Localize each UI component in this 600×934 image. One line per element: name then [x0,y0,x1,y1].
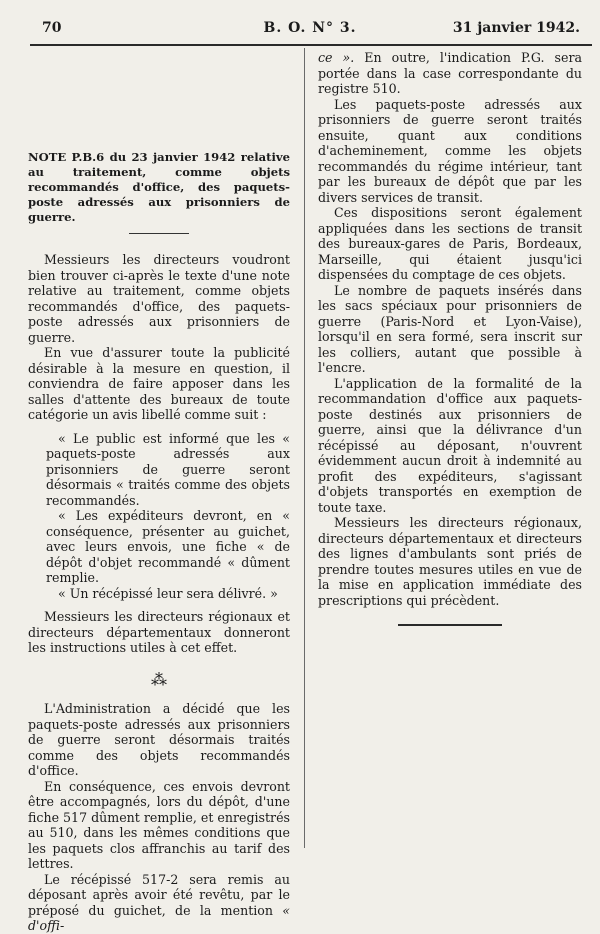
quote-paragraph: « Le public est informé que les « paquets-poste adressés aux prisonniers de guerre seront désormais « traités comme des objets recommandés. [46,430,290,508]
paragraph [28,872,290,934]
note-title: NOTE P.B.6 du 23 janvier 1942 relative au traitement, comme objets recommandés d'office, des paquets-poste adressés aux prisonniers de guerre. [28,150,290,224]
paragraph: Le nombre de paquets insérés dans les sacs spéciaux pour prisonniers de guerre (Paris-Nord et Lyon-Vaise), lorsqu'il en sera formé, sera inscrit sur les colliers, autant que possible à l'encre. [318,282,582,375]
notice-quote [28,431,290,602]
paragraph: Messieurs les directeurs voudront bien trouver ci-après le texte d'une note relative au traitement, comme objets recommandés d'office, des paquets-poste adressés aux prisonniers de guerre. [28,252,290,345]
paragraph [318,50,582,97]
quote-paragraph: « Les expéditeurs devront, en « conséquence, présenter au guichet, avec leurs envois, une fiche « de dépôt d'objet recommandé « dûment remplie. [46,508,290,585]
column-divider [304,48,305,848]
italic-text: « d'offi- [28,902,290,933]
right-column [318,50,582,626]
page-number: 70 [42,20,62,36]
italic-text: ce ». [318,50,355,65]
paragraph-text: Le récépissé 517-2 sera remis au déposant après avoir été revêtu, par le préposé du guichet, de la mention [28,871,290,918]
paragraph-text: En outre, l'indication P.G. sera portée dans la case correspondante du registre 510. [318,50,582,96]
header-rule [30,44,592,46]
paragraph: Messieurs les directeurs régionaux et directeurs départementaux donneront les instructions utiles à cet effet. [28,609,290,655]
paragraph: L'application de la formalité de la recommandation d'office aux paquets-poste destinés aux prisonniers de guerre, ainsi que la délivrance d'un récépissé au déposant, n'ouvrent évidemment aucun droit à indemnité au profit des expéditeurs, s'agissant d'objets transportés en exemption de toute taxe. [318,375,582,515]
left-column [28,150,290,934]
quote-paragraph: « Un récépissé leur sera délivré. » [58,585,278,601]
bulletin-title: B. O. N° 3. [263,20,357,36]
paragraph: Les paquets-poste adressés aux prisonniers de guerre seront traités ensuite, quant aux conditions d'acheminement, comme les objets recommandés du régime intérieur, tant par les bureaux de dépôt que par les divers services de transit. [318,96,582,205]
paragraph: Ces dispositions seront également appliquées dans les sections de transit des bureaux-gares de Paris, Bordeaux, Marseille, qui étaient jusqu'ici dispensées du comptage de ces objets. [318,205,582,282]
section-separator: ⁂ [151,669,167,689]
page-header [30,20,590,44]
paragraph: Messieurs les directeurs régionaux, directeurs départementaux et directeurs des lignes d'ambulants sont priés de prendre toutes mesures utiles en vue de la mise en application immédiate des prescriptions qui précèdent. [318,515,582,608]
issue-date: 31 janvier 1942. [452,20,580,36]
title-rule [129,233,189,234]
end-rule [398,624,502,626]
paragraph: En vue d'assurer toute la publicité désirable à la mesure en question, il conviendra de faire apposer dans les salles d'attente des bureaux de toute catégorie un avis libellé comme suit : [28,345,290,422]
paragraph: L'Administration a décidé que les paquets-poste adressés aux prisonniers de guerre seront désormais traités comme des objets recommandés d'office. [28,701,290,778]
paragraph: En conséquence, ces envois devront être accompagnés, lors du dépôt, d'une fiche 517 dûment remplie, et enregistrés au 510, dans les mêmes conditions que les paquets clos affranchis au tarif des lettres. [28,778,290,871]
